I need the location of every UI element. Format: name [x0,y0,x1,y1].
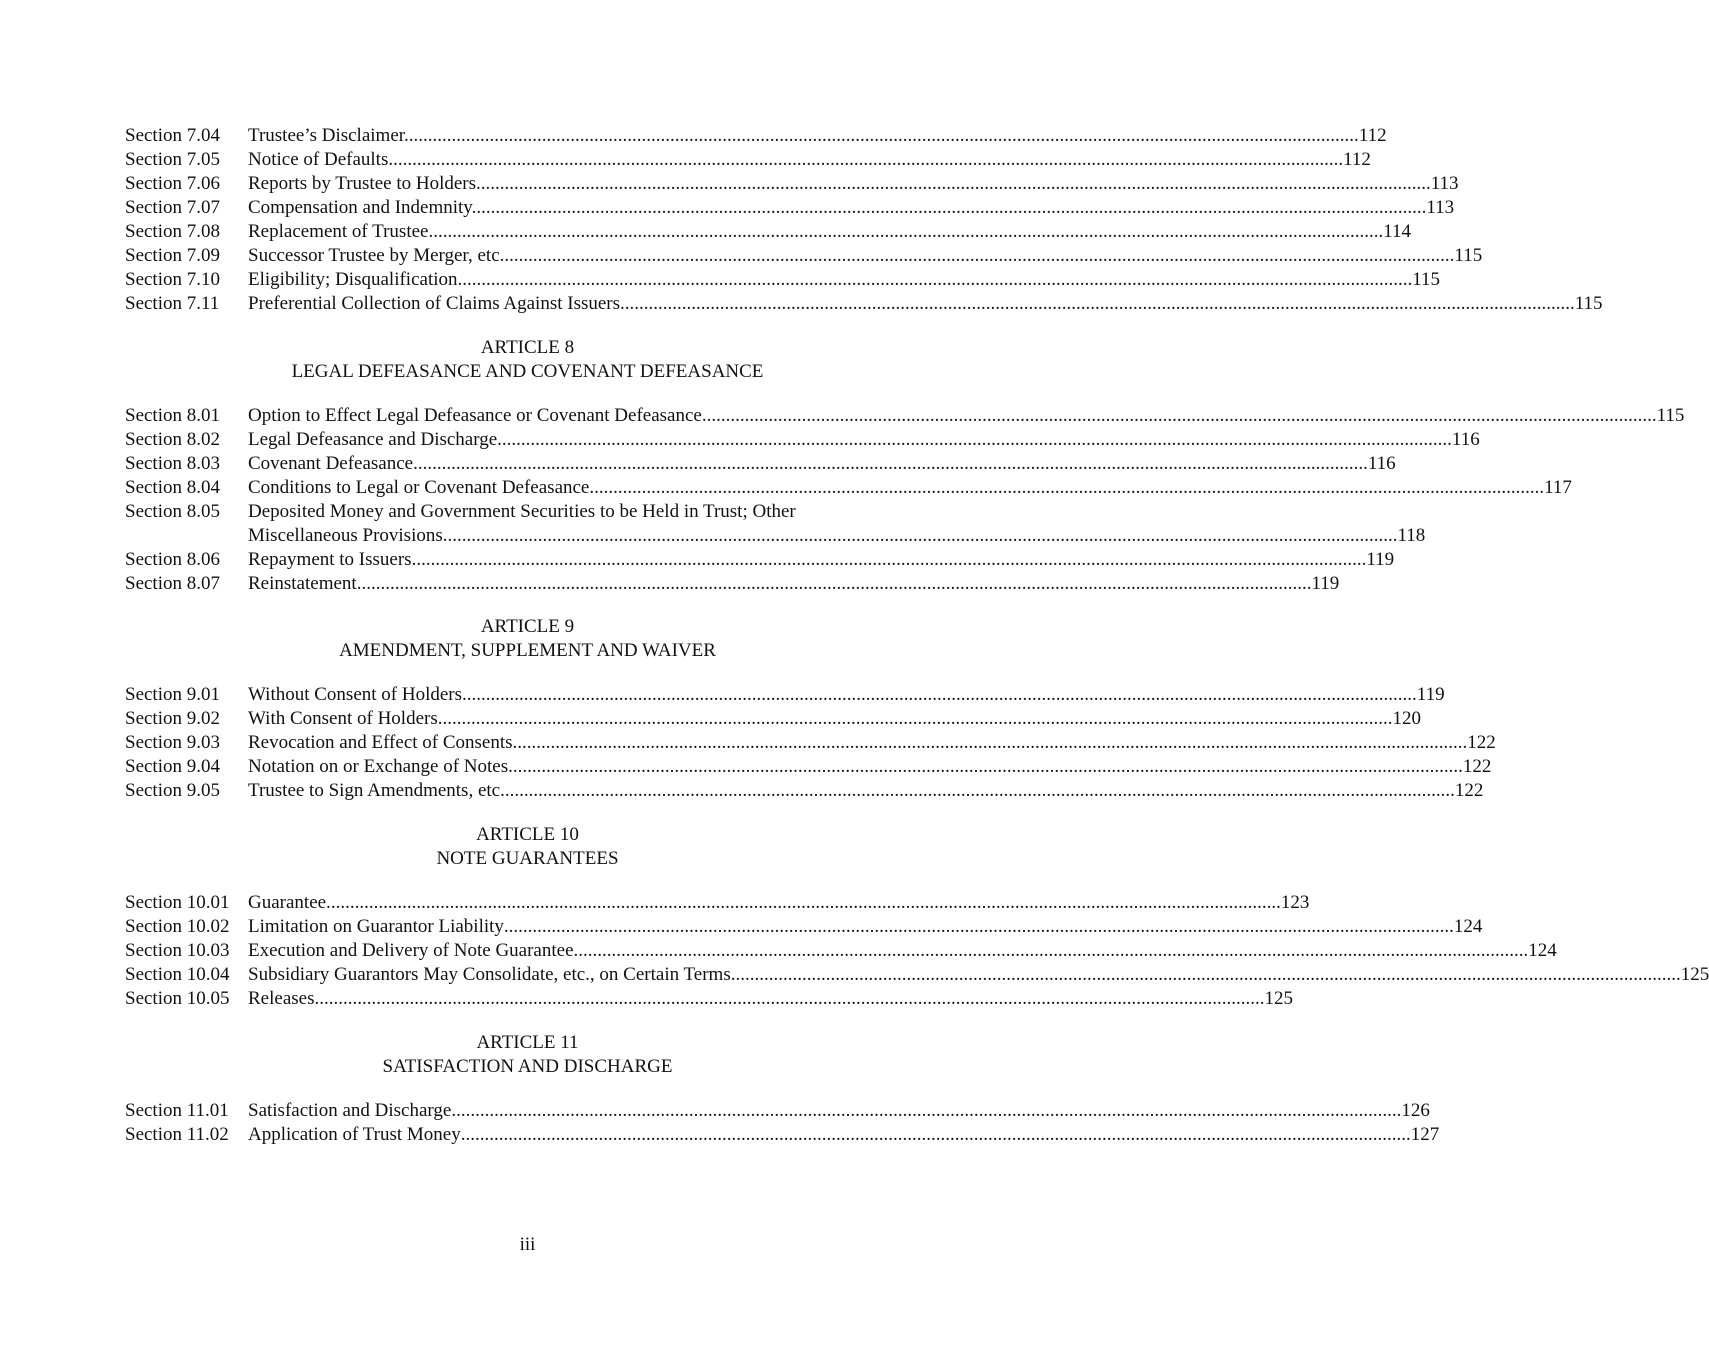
section-title: Application of Trust Money [248,1124,461,1145]
dot-leader [513,755,1463,779]
toc-entry[interactable] [125,891,1310,915]
article-heading: AMENDMENT, SUPPLEMENT AND WAIVER [339,640,716,661]
section-number: Section 8.02 [125,429,220,450]
section-title: Compensation and Indemnity. [248,197,477,218]
section-number: Section 10.03 [125,940,230,961]
page-number: 119 [1416,684,1445,705]
page-number: 126 [1401,1100,1430,1121]
page-number: 122 [1462,756,1492,777]
section-title: Notice of Defaults. [248,149,394,170]
toc-entry[interactable] [125,172,1459,196]
section-number: Section 7.05 [125,149,220,170]
page-number: 112 [1358,125,1387,146]
section-number: Section 8.01 [125,405,220,426]
page-number: 124 [1528,940,1557,961]
section-number: Section 8.06 [125,549,220,570]
dot-leader [502,428,1452,452]
toc-entry[interactable] [125,915,1483,939]
toc-entry[interactable] [125,196,1455,220]
section-title: Subsidiary Guarantors May Consolidate, etc., on Certain Terms [248,964,731,985]
section-number: Section 8.04 [125,477,220,498]
toc-entry[interactable] [125,987,1293,1011]
section-title: Repayment to Issuers. [248,549,417,570]
section-number: Section 9.02 [125,708,220,729]
section-number: Section 11.01 [125,1100,229,1121]
section-title: Trustee’s Disclaimer. [248,125,409,146]
page-number: 113 [1430,173,1459,194]
page-number: 115 [1412,269,1441,290]
section-title: Without Consent of Holders. [248,684,467,705]
section-title: Trustee to Sign Amendments, etc. [248,780,505,801]
section-title: Revocation and Effect of Consents. [248,732,518,753]
dot-leader [418,452,1368,476]
article-heading: LEGAL DEFEASANCE AND COVENANT DEFEASANCE [291,361,764,382]
page-number: 119 [1311,573,1340,594]
toc-entry[interactable] [125,731,1496,755]
page-number: 125 [1264,988,1293,1009]
toc-entry-continuation[interactable] [125,524,1426,548]
dot-leader [361,572,1311,596]
section-title: Reinstatement. [248,573,362,594]
article-number: ARTICLE 8 [480,337,575,358]
section-title: Deposited Money and Government Securities to be Held in Trust; Other [248,501,796,522]
section-title: Legal Defeasance and Discharge. [248,429,502,450]
page-number: 115 [1574,293,1603,314]
dot-leader [451,1099,1401,1123]
section-title-continued: Miscellaneous Provisions. [248,525,448,546]
page-number: 115 [1454,245,1483,266]
toc-group-article-9 [125,683,1496,803]
section-title: With Consent of Holders. [248,708,443,729]
page-number: 127 [1410,1124,1440,1145]
page-number: 116 [1451,429,1480,450]
section-number: Section 7.06 [125,173,220,194]
dot-leader [481,172,1431,196]
page-number: 122 [1467,732,1496,753]
page-number: 124 [1453,916,1483,937]
dot-leader [448,524,1398,548]
page-number: 122 [1454,780,1484,801]
toc-entry[interactable] [125,1099,1430,1123]
page-number: 117 [1544,477,1572,498]
toc-entry[interactable] [125,244,1483,268]
page-number: 114 [1383,221,1412,242]
toc-entry[interactable] [125,404,1685,428]
section-title: Guarantee. [248,892,331,913]
toc-entry[interactable] [125,500,931,524]
toc-group-article-11 [125,1099,1440,1147]
dot-leader [409,124,1359,148]
dot-leader [707,404,1657,428]
dot-leader [314,987,1264,1011]
article-number: ARTICLE 11 [476,1032,579,1053]
section-title: Covenant Defeasance. [248,453,418,474]
toc-entry[interactable] [125,963,1709,987]
section-number: Section 10.02 [125,916,230,937]
page-number: 123 [1280,892,1310,913]
section-number: Section 8.05 [125,501,220,522]
toc-entry[interactable] [125,683,1445,707]
section-number: Section 7.10 [125,269,220,290]
article-number: ARTICLE 9 [480,616,575,637]
page-number: 115 [1656,405,1685,426]
dot-leader [467,683,1417,707]
section-title: Reports by Trustee to Holders. [248,173,481,194]
section-number: Section 7.11 [125,293,220,314]
section-title: Satisfaction and Discharge [248,1100,452,1121]
page-number: 113 [1426,197,1455,218]
section-number: Section 7.08 [125,221,220,242]
dot-leader [625,292,1575,316]
article-heading: SATISFACTION AND DISCHARGE [382,1056,673,1077]
toc-group-article-8 [125,404,1685,596]
section-title: Conditions to Legal or Covenant Defeasance. [248,477,595,498]
section-number: Section 9.03 [125,732,220,753]
page-number: 116 [1367,453,1396,474]
toc-entry[interactable] [125,476,1572,500]
dot-leader [433,220,1383,244]
section-number: Section 7.07 [125,197,220,218]
dot-leader [731,963,1681,987]
toc-entry[interactable] [125,707,1421,731]
section-title: Eligibility; Disqualification. [248,269,463,290]
section-number: Section 7.09 [125,245,220,266]
page-number: 125 [1680,964,1709,985]
toc-entry[interactable] [125,292,1603,316]
section-title: Preferential Collection of Claims Against Issuers. [248,293,625,314]
toc-entry[interactable] [125,124,1387,148]
section-number: Section 9.01 [125,684,220,705]
dot-leader [476,196,1426,220]
section-title: Limitation on Guarantor Liability [248,916,504,937]
toc-entry[interactable] [125,452,1396,476]
toc-entry[interactable] [125,779,1484,803]
toc-entry[interactable] [125,755,1492,779]
section-number: Section 7.04 [125,125,220,146]
page-number: 120 [1392,708,1421,729]
toc-entry[interactable] [125,1123,1440,1147]
dot-leader [331,891,1281,915]
section-number: Section 10.04 [125,964,230,985]
section-number: Section 11.02 [125,1124,229,1145]
page-folio: iii [519,1234,536,1255]
toc-entry[interactable] [125,939,1557,963]
section-title: Successor Trustee by Merger, etc. [248,245,505,266]
dot-leader [504,915,1454,939]
dot-leader [461,1123,1411,1147]
dot-leader [504,244,1454,268]
dot-leader [443,707,1393,731]
toc-group-article-7 [125,124,1603,316]
dot-leader [578,939,1528,963]
dot-leader [393,148,1343,172]
toc-entry[interactable] [125,148,1371,172]
toc-entry[interactable] [125,220,1412,244]
toc-entry[interactable] [125,572,1340,596]
toc-entry[interactable] [125,428,1480,452]
section-title: Releases [248,988,315,1009]
toc-entry[interactable] [125,548,1395,572]
page-number: 112 [1343,149,1371,170]
page-number: 119 [1366,549,1395,570]
section-title: Option to Effect Legal Defeasance or Covenant Defeasance. [248,405,707,426]
section-title: Notation on or Exchange of Notes. [248,756,513,777]
section-number: Section 10.05 [125,988,230,1009]
dot-leader [505,779,1455,803]
dot-leader [517,731,1467,755]
section-title: Replacement of Trustee. [248,221,434,242]
dot-leader [594,476,1544,500]
section-number: Section 9.04 [125,756,220,777]
toc-entry[interactable] [125,268,1441,292]
section-number: Section 8.07 [125,573,220,594]
toc-group-article-10 [125,891,1709,1011]
section-number: Section 10.01 [125,892,230,913]
article-number: ARTICLE 10 [476,824,579,845]
page-number: 118 [1397,525,1426,546]
dot-leader [416,548,1366,572]
section-number: Section 9.05 [125,780,220,801]
article-heading: NOTE GUARANTEES [436,848,619,869]
section-number: Section 8.03 [125,453,220,474]
section-title: Execution and Delivery of Note Guarantee. [248,940,579,961]
dot-leader [462,268,1412,292]
